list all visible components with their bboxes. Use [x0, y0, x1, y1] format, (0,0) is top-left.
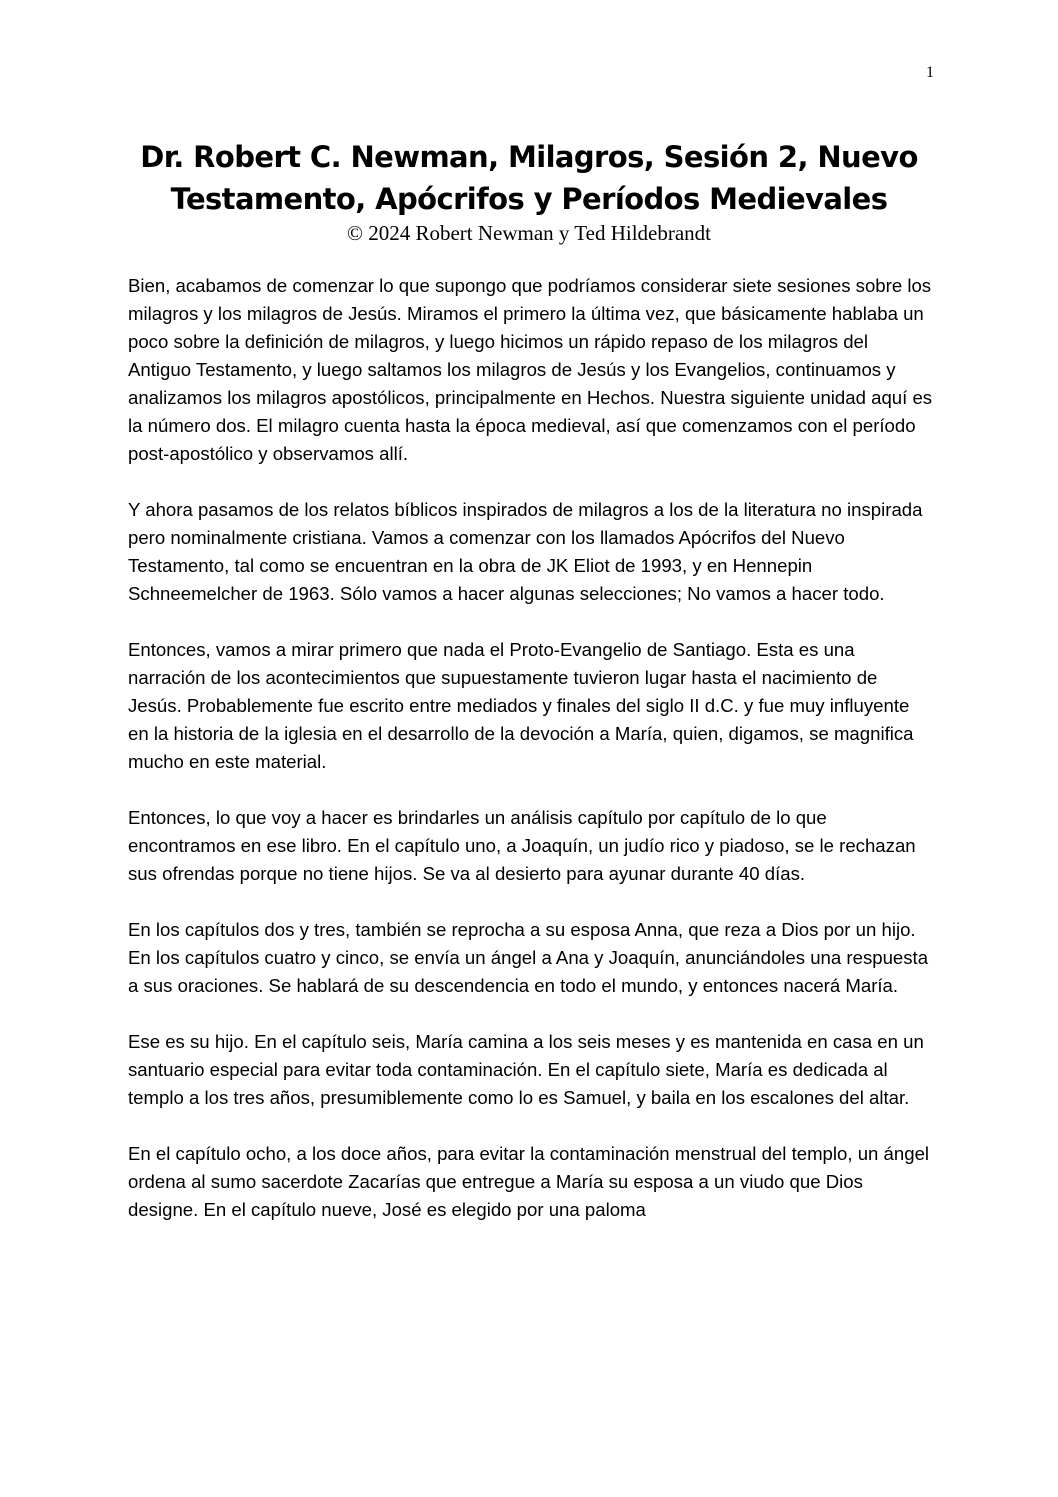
document-title: Dr. Robert C. Newman, Milagros, Sesión 2, Nuevo Testamento, Apócrifos y Períodos Medievales: [140, 140, 918, 216]
paragraph: Bien, acabamos de comenzar lo que supongo que podríamos considerar siete sesiones sobre los milagros y los milagros de Jesús. Miramos el primero la última vez, que básicamente hablaba un poco sobre la definición de milagros, y luego hicimos un rápido repaso de los milagros del Antiguo Testamento, y luego saltamos los milagros de Jesús y los Evangelios, continuamos y analizamos los milagros apostólicos, principalmente en Hechos. Nuestra siguiente unidad aquí es la número dos. El milagro cuenta hasta la época medieval, así que comenzamos con el período post-apostólico y observamos allí.: [128, 275, 933, 464]
paragraph: Entonces, vamos a mirar primero que nada el Proto-Evangelio de Santiago. Esta es una narración de los acontecimientos que supuestamente tuvieron lugar hasta el nacimiento de Jesús. Probablemente fue escrito entre mediados y finales del siglo II d.C. y fue muy influyente en la historia de la iglesia en el desarrollo de la devoción a María, quien, digamos, se magnifica mucho en este material.: [128, 639, 914, 772]
document-body: [128, 272, 934, 1252]
paragraph: En el capítulo ocho, a los doce años, para evitar la contaminación menstrual del templo, un ángel ordena al sumo sacerdote Zacarías que entregue a María su esposa a un viudo que Dios designe. En el capítulo nueve, José es elegido por una paloma: [128, 1143, 930, 1220]
paragraph: Ese es su hijo. En el capítulo seis, María camina a los seis meses y es mantenida en casa en un santuario especial para evitar toda contaminación. En el capítulo siete, María es dedicada al templo a los tres años, presumiblemente como lo es Samuel, y baila en los escalones del altar.: [128, 1031, 924, 1108]
page-number: 1: [926, 64, 934, 81]
copyright-line: © 2024 Robert Newman y Ted Hildebrandt: [346, 221, 712, 245]
paragraph: En los capítulos dos y tres, también se reprocha a su esposa Anna, que reza a Dios por un hijo. En los capítulos cuatro y cinco, se envía un ángel a Ana y Joaquín, anunciándoles una respuesta a sus oraciones. Se hablará de su descendencia en todo el mundo, y entonces nacerá María.: [128, 919, 929, 996]
paragraph: Y ahora pasamos de los relatos bíblicos inspirados de milagros a los de la literatura no inspirada pero nominalmente cristiana. Vamos a comenzar con los llamados Apócrifos del Nuevo Testamento, tal como se encuentran en la obra de JK Eliot de 1993, y en Hennepin Schneemelcher de 1963. Sólo vamos a hacer algunas selecciones; No vamos a hacer todo.: [128, 499, 923, 604]
paragraph: Entonces, lo que voy a hacer es brindarles un análisis capítulo por capítulo de lo que encontramos en ese libro. En el capítulo uno, a Joaquín, un judío rico y piadoso, se le rechazan sus ofrendas porque no tiene hijos. Se va al desierto para ayunar durante 40 días.: [128, 807, 916, 884]
